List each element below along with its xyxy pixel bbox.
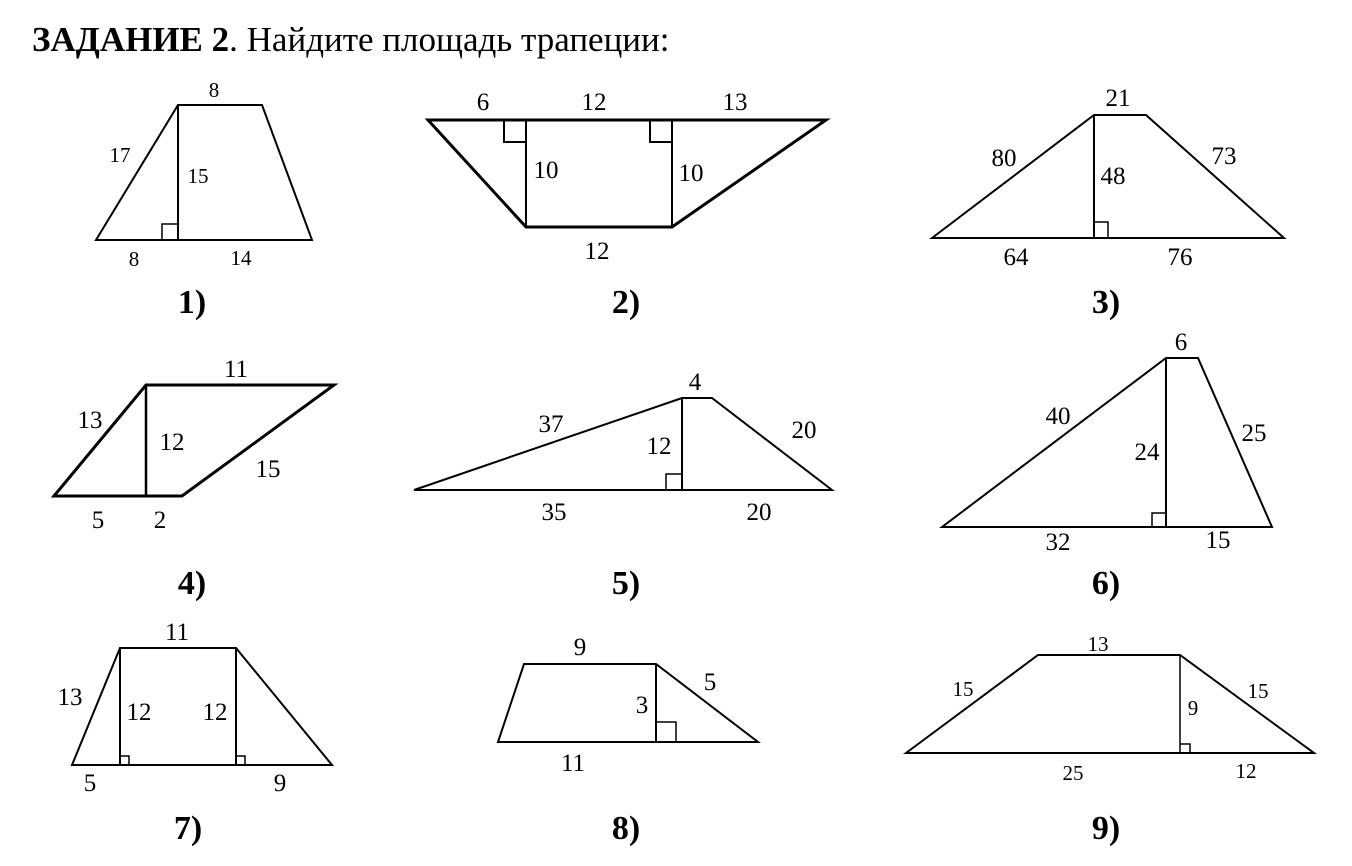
figure-7 bbox=[58, 619, 333, 847]
dim-right-side-9: 15 bbox=[1247, 679, 1269, 703]
figure-label-5: 5) bbox=[611, 565, 641, 602]
dim-top-5: 4 bbox=[688, 369, 702, 396]
figure-label-1: 1) bbox=[177, 284, 207, 321]
right-angle-5 bbox=[666, 474, 682, 490]
dim-right-side-5: 20 bbox=[791, 417, 817, 444]
trapezoid-2 bbox=[428, 120, 826, 227]
dim-top-1: 8 bbox=[208, 78, 220, 102]
dim-height-left-2: 10 bbox=[533, 157, 559, 184]
dim-bottom-left-6: 32 bbox=[1045, 529, 1071, 556]
figure-label-3: 3) bbox=[1091, 284, 1121, 321]
dim-height-4: 12 bbox=[159, 429, 185, 456]
figure-label-9: 9) bbox=[1091, 810, 1121, 847]
dim-left-side-3: 80 bbox=[991, 145, 1017, 172]
dim-bottom-right-6: 15 bbox=[1205, 527, 1231, 554]
figure-3 bbox=[932, 85, 1284, 321]
dim-top-3: 21 bbox=[1105, 85, 1131, 112]
dim-right-side-8: 5 bbox=[703, 669, 717, 696]
figure-label-6: 6) bbox=[1091, 565, 1121, 602]
trapezoid-6 bbox=[942, 358, 1272, 527]
trapezoid-8 bbox=[498, 664, 758, 742]
dim-left-side-4: 13 bbox=[77, 407, 103, 434]
figure-label-8: 8) bbox=[611, 810, 641, 847]
dim-height-right-7: 12 bbox=[202, 699, 228, 726]
dim-top-left-2: 6 bbox=[476, 89, 490, 116]
figure-5 bbox=[414, 369, 832, 602]
dim-bottom-left-1: 8 bbox=[128, 247, 140, 271]
dim-bottom-left-9: 25 bbox=[1062, 761, 1084, 785]
trapezoid-5 bbox=[414, 398, 832, 490]
dim-height-6: 24 bbox=[1134, 439, 1160, 466]
dim-height-left-7: 12 bbox=[126, 699, 152, 726]
dim-right-side-6: 25 bbox=[1241, 420, 1267, 447]
right-angle-9 bbox=[1180, 744, 1190, 753]
dim-right-side-4: 15 bbox=[255, 456, 281, 483]
dim-height-5: 12 bbox=[646, 433, 672, 460]
figure-label-2: 2) bbox=[611, 284, 641, 321]
dim-bottom-left-5: 35 bbox=[541, 499, 567, 526]
task-label: ЗАДАНИЕ 2 bbox=[32, 20, 230, 59]
dim-bottom-left-3: 64 bbox=[1003, 244, 1029, 271]
dim-bottom-right-3: 76 bbox=[1167, 244, 1193, 271]
dim-height-3: 48 bbox=[1100, 163, 1126, 190]
dim-height-1: 15 bbox=[187, 164, 209, 188]
dim-bottom-left-4: 5 bbox=[91, 507, 105, 534]
right-angle-8 bbox=[656, 722, 676, 742]
dim-bottom-right-9: 12 bbox=[1235, 759, 1257, 783]
dim-height-9: 9 bbox=[1187, 696, 1199, 720]
dim-bottom-right-5: 20 bbox=[746, 499, 772, 526]
right-angle-3 bbox=[1094, 222, 1108, 238]
trapezoid-9 bbox=[906, 655, 1314, 753]
right-angle-2b bbox=[650, 120, 672, 142]
dim-left-side-5: 37 bbox=[538, 411, 564, 438]
dim-top-9: 13 bbox=[1087, 632, 1109, 656]
dim-top-6: 6 bbox=[1174, 329, 1188, 356]
right-angle-7a bbox=[120, 756, 129, 765]
dim-top-8: 9 bbox=[573, 634, 587, 661]
figure-label-7: 7) bbox=[173, 810, 203, 847]
dim-left-side-9: 15 bbox=[952, 677, 974, 701]
dim-bottom-right-4: 2 bbox=[153, 507, 167, 534]
figure-1 bbox=[96, 78, 312, 321]
task-instruction: . Найдите площадь трапеции: bbox=[229, 20, 670, 59]
dim-height-right-2: 10 bbox=[678, 160, 704, 187]
dim-top-right-2: 13 bbox=[722, 89, 748, 116]
dim-bottom-8: 11 bbox=[560, 750, 586, 777]
figure-8 bbox=[498, 634, 758, 847]
right-angle-1 bbox=[162, 224, 178, 240]
right-angle-7b bbox=[236, 756, 245, 765]
dim-left-side-1: 17 bbox=[109, 143, 131, 167]
dim-left-side-7: 13 bbox=[57, 684, 83, 711]
right-angle-6 bbox=[1152, 513, 1166, 527]
figure-2 bbox=[428, 89, 826, 321]
figure-9 bbox=[906, 632, 1314, 847]
figure-6 bbox=[942, 329, 1272, 602]
trapezoid-4 bbox=[54, 385, 334, 496]
dim-top-7: 11 bbox=[164, 619, 190, 646]
dim-right-side-3: 73 bbox=[1211, 143, 1237, 170]
dim-height-8: 3 bbox=[635, 692, 649, 719]
dim-bottom-left-7: 5 bbox=[83, 770, 97, 797]
dim-bottom-2: 12 bbox=[584, 238, 610, 265]
figure-4 bbox=[54, 356, 334, 602]
dim-bottom-right-1: 14 bbox=[230, 246, 252, 270]
dim-top-4: 11 bbox=[223, 356, 249, 383]
dim-top-middle-2: 12 bbox=[581, 89, 607, 116]
dim-left-side-6: 40 bbox=[1045, 403, 1071, 430]
dim-bottom-right-7: 9 bbox=[273, 770, 287, 797]
figure-label-4: 4) bbox=[177, 565, 207, 602]
right-angle-2a bbox=[504, 120, 526, 142]
